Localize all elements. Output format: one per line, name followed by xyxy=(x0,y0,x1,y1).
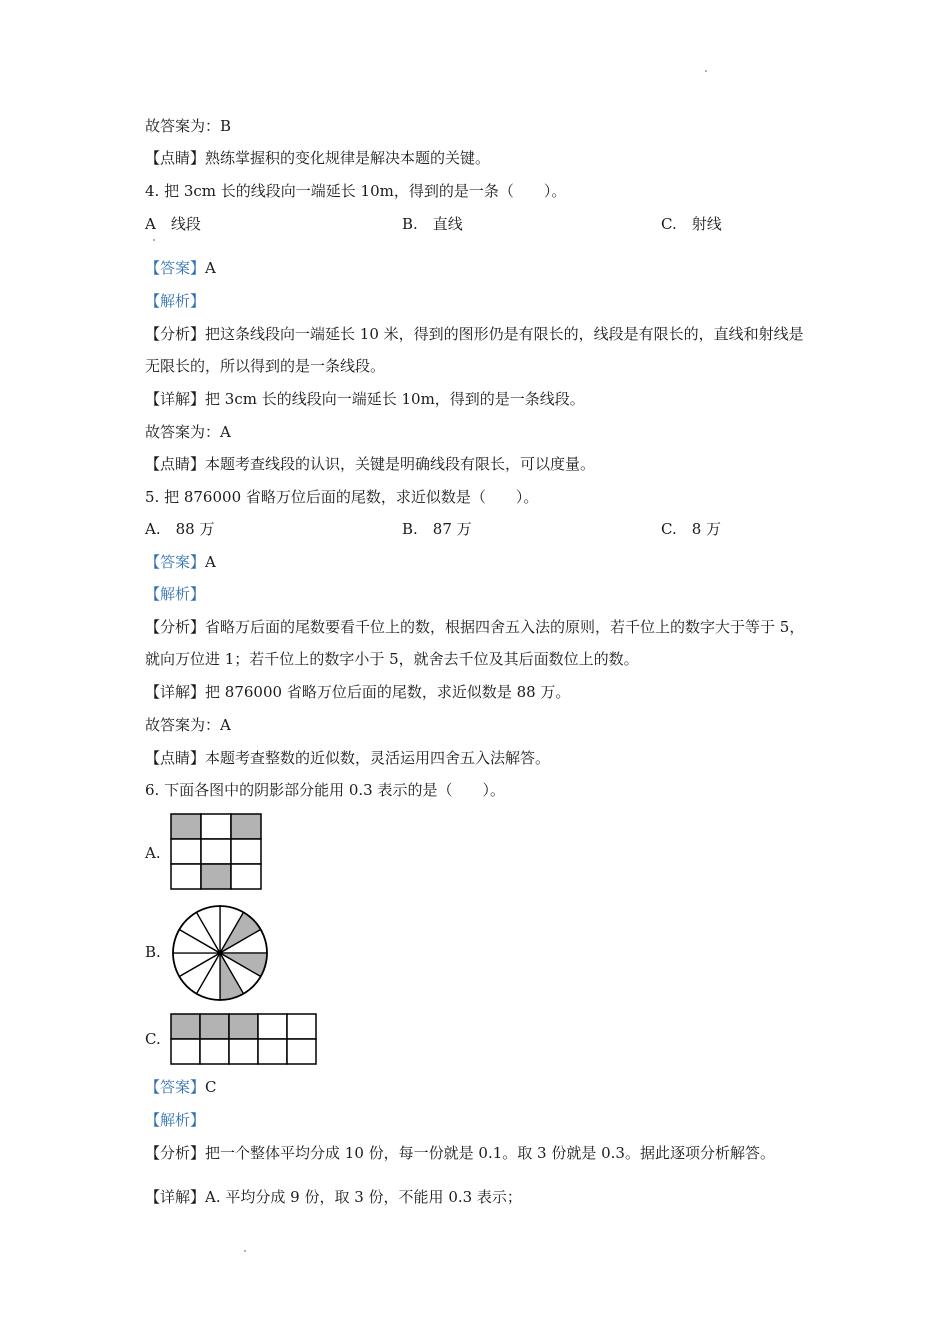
q6-analysis xyxy=(145,1143,775,1163)
shaded-cell xyxy=(201,864,231,889)
shaded-cell xyxy=(171,1014,200,1039)
detail-tag: 【详解】 xyxy=(145,683,206,701)
grid-cell xyxy=(171,864,201,889)
tip-tag: 【点睛】 xyxy=(145,455,206,473)
analysis-text: 把这条线段向一端延长 10 米，得到的图形仍是有限长的，线段是有限长的，直线和射线是无限长的，所以得到的是一条线段。 xyxy=(145,325,804,375)
q5-tip xyxy=(145,748,550,768)
q4-option-a: A 线段 xyxy=(145,215,201,233)
detail-tag: 【详解】 xyxy=(145,390,206,408)
tip-text: 本题考查整数的近似数，灵活运用四舍五入法解答。 xyxy=(205,749,551,767)
question-4: 4. 把 3cm 长的线段向一端延长 10m，得到的是一条（ ）。 xyxy=(145,182,567,200)
tip-text: 熟练掌握积的变化规律是解决本题的关键。 xyxy=(205,149,491,167)
q4-analysis xyxy=(145,318,810,382)
grid-cell xyxy=(229,1039,258,1064)
question-5: 5. 把 876000 省略万位后面的尾数，求近似数是（ ）。 xyxy=(145,488,539,506)
q4-option-c: C. 射线 xyxy=(661,215,722,233)
grid-cell xyxy=(287,1039,316,1064)
tip-tag: 【点睛】 xyxy=(145,749,206,767)
analysis-tag: 【分析】 xyxy=(145,325,206,343)
q6-detail xyxy=(145,1187,522,1207)
answer-tag: 【答案】 xyxy=(145,259,206,277)
figure-c-grid xyxy=(170,1013,318,1065)
answer-tag: 【答案】 xyxy=(145,1078,206,1096)
grid-cell xyxy=(201,839,231,864)
scan-dot xyxy=(244,1250,246,1252)
q5-option-b: B. 87 万 xyxy=(402,520,472,538)
scan-dot xyxy=(153,239,155,241)
answer-value: C xyxy=(205,1078,217,1096)
q6-analysis-heading: 【解析】 xyxy=(145,1111,206,1129)
analysis-text: 省略万后面的尾数要看千位上的数，根据四舍五入法的原则，若千位上的数字大于等于 5，就向万位进 1；若千位上的数字小于 5，就舍去千位及其后面数位上的数。 xyxy=(145,618,805,668)
grid-cell xyxy=(231,864,261,889)
q4-detail xyxy=(145,389,585,409)
tip-line xyxy=(145,148,490,168)
answer-value: A xyxy=(205,553,216,571)
detail-text: 把 876000 省略万位后面的尾数，求近似数是 88 万。 xyxy=(205,683,571,701)
grid-cell xyxy=(200,1039,229,1064)
analysis-tag: 【分析】 xyxy=(145,618,206,636)
figure-c-label: C. xyxy=(145,1030,161,1048)
q5-analysis xyxy=(145,611,810,675)
analysis-tag: 【分析】 xyxy=(145,1144,206,1162)
detail-tag: 【详解】 xyxy=(145,1188,206,1206)
figure-b-label: B. xyxy=(145,943,161,961)
shaded-cell xyxy=(229,1014,258,1039)
answer-value: A xyxy=(205,259,216,277)
shaded-cell xyxy=(171,814,201,839)
q4-analysis-heading: 【解析】 xyxy=(145,292,206,310)
detail-text: A. 平均分成 9 份，取 3 份，不能用 0.3 表示； xyxy=(205,1188,522,1206)
grid-cell xyxy=(231,839,261,864)
figure-a-grid xyxy=(170,813,263,891)
detail-text: 把 3cm 长的线段向一端延长 10m，得到的是一条线段。 xyxy=(205,390,585,408)
grid-cell xyxy=(201,814,231,839)
answer-line: 故答案为：B xyxy=(145,117,232,135)
q5-analysis-heading: 【解析】 xyxy=(145,585,206,603)
shaded-cell xyxy=(231,814,261,839)
q4-answer xyxy=(145,258,216,278)
grid-cell xyxy=(171,1039,200,1064)
q6-answer xyxy=(145,1077,217,1097)
q5-option-c: C. 8 万 xyxy=(661,520,722,538)
grid-cell xyxy=(171,839,201,864)
q4-final-answer: 故答案为：A xyxy=(145,423,231,441)
question-6: 6. 下面各图中的阴影部分能用 0.3 表示的是（ ）。 xyxy=(145,781,505,799)
figure-b-circle xyxy=(170,903,270,1003)
q4-option-b: B. 直线 xyxy=(402,215,463,233)
grid-cell xyxy=(287,1014,316,1039)
tip-text: 本题考查线段的认识，关键是明确线段有限长，可以度量。 xyxy=(205,455,596,473)
analysis-text: 把一个整体平均分成 10 份，每一份就是 0.1。取 3 份就是 0.3。据此逐项分析解答。 xyxy=(205,1144,775,1162)
q5-option-a: A. 88 万 xyxy=(145,520,215,538)
q5-final-answer: 故答案为：A xyxy=(145,716,231,734)
q5-detail xyxy=(145,682,570,702)
q4-tip xyxy=(145,454,595,474)
answer-tag: 【答案】 xyxy=(145,553,206,571)
grid-cell xyxy=(258,1039,287,1064)
grid-cell xyxy=(258,1014,287,1039)
q5-answer xyxy=(145,552,216,572)
scan-dot xyxy=(705,70,707,72)
shaded-cell xyxy=(200,1014,229,1039)
figure-a-label: A. xyxy=(145,844,161,862)
tip-tag: 【点睛】 xyxy=(145,149,206,167)
